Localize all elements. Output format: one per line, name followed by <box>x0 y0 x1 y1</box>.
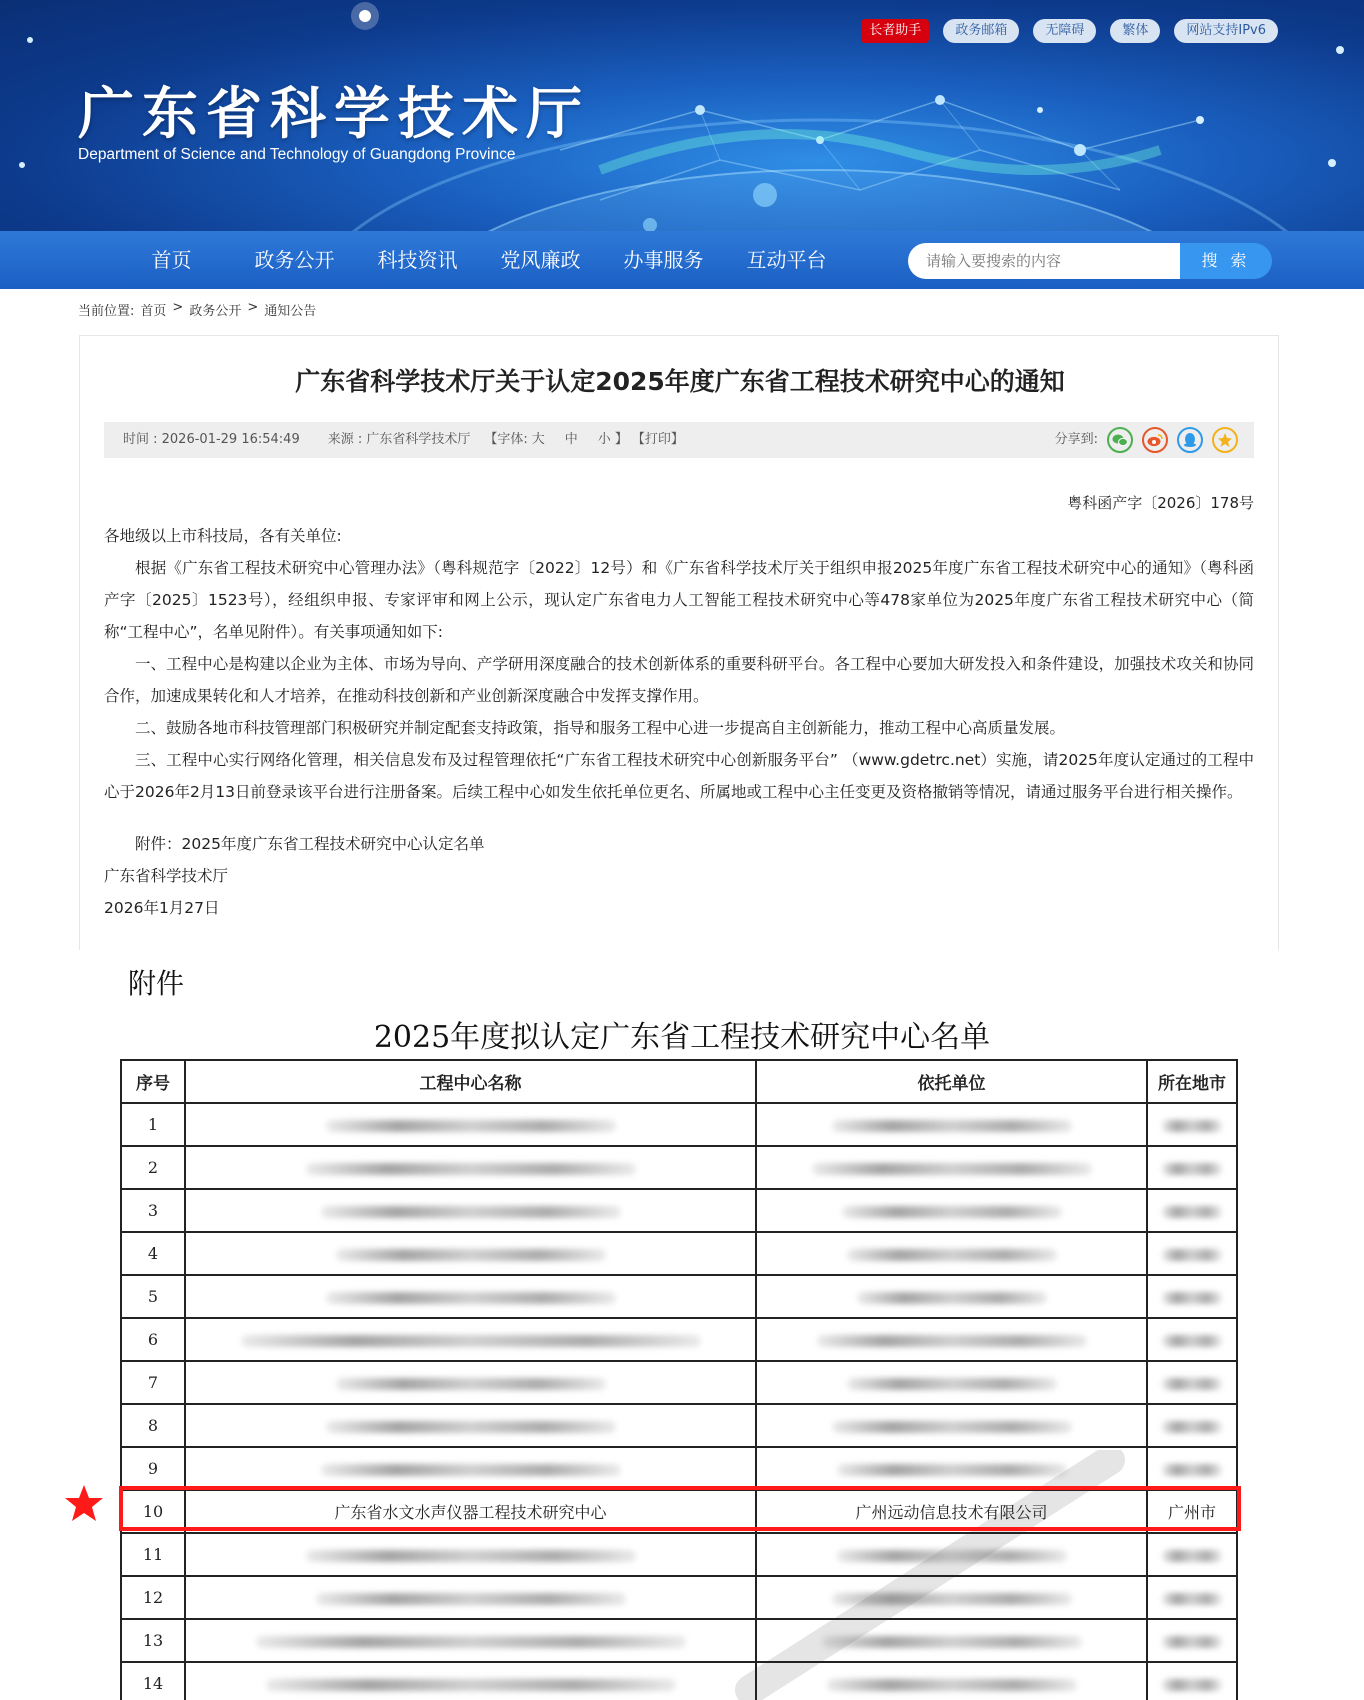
qzone-icon[interactable] <box>1212 427 1238 453</box>
star-marker-icon <box>64 1483 104 1523</box>
table-row <box>121 1232 1237 1275</box>
highlight-box <box>119 1486 1241 1531</box>
share-label: 分享到: <box>1054 432 1098 447</box>
body-paragraph: 二、鼓励各地市科技管理部门积极研究并制定配套支持政策，指导和服务工程中心进一步提高自主创新能力，推动工程中心高质量发展。 <box>135 719 1066 737</box>
host-unit-cell: 广州远动信息技术有限公司 <box>756 1490 1147 1533</box>
weibo-icon[interactable] <box>1142 427 1168 453</box>
redacted-text <box>1162 1464 1222 1476</box>
redacted-text <box>832 1593 1072 1605</box>
sign-date: 2026年1月27日 <box>104 899 220 917</box>
document-number: 粤科函产字〔2026〕178号 <box>1067 494 1254 512</box>
breadcrumb-government-affairs[interactable]: 政务公开 <box>189 304 242 319</box>
redacted-text <box>827 1679 1077 1691</box>
redacted-text <box>812 1163 1092 1175</box>
row-number: 8 <box>121 1404 185 1447</box>
attachment-title: 2025年度拟认定广东省工程技术研究中心名单 <box>373 1020 991 1055</box>
host-unit-cell <box>756 1533 1147 1576</box>
redacted-text <box>837 1464 1067 1476</box>
attachment-label: 附件 <box>128 967 185 1000</box>
center-name-cell: 广东省水文水声仪器工程技术研究中心 <box>185 1490 756 1533</box>
center-name-cell <box>185 1533 756 1576</box>
main-nav <box>0 231 1364 289</box>
body-paragraph: 一、工程中心是构建以企业为主体、市场为导向、产学研用深度融合的技术创新体系的重要科研平台。各工程中心要加大研发投入和条件建设，加强技术攻关和协同合作，加速成果转化和人才培养，在推动科技创新和产业创新深度融合中发挥支撑作用。 <box>104 655 1254 705</box>
table-row <box>121 1275 1237 1318</box>
row-number: 10 <box>121 1490 185 1533</box>
table-row <box>121 1576 1237 1619</box>
host-unit-cell <box>756 1361 1147 1404</box>
signer: 广东省科学技术厅 <box>104 867 229 885</box>
print-button[interactable]: 【打印】 <box>631 432 684 447</box>
accessibility-link[interactable]: 无障碍 <box>1033 19 1096 43</box>
table-row <box>121 1662 1237 1700</box>
breadcrumb-notices[interactable]: 通知公告 <box>264 304 317 319</box>
city-cell <box>1147 1533 1237 1576</box>
host-unit-cell <box>756 1447 1147 1490</box>
city-cell <box>1147 1275 1237 1318</box>
host-unit-cell <box>756 1146 1147 1189</box>
center-name-cell <box>185 1275 756 1318</box>
redacted-text <box>832 1421 1072 1433</box>
publish-time: 时间 : 2026-01-29 16:54:49 <box>123 432 300 447</box>
row-number: 14 <box>121 1662 185 1700</box>
column-header-host-unit: 依托单位 <box>756 1060 1147 1103</box>
city-cell <box>1147 1361 1237 1404</box>
meta-info <box>123 422 684 458</box>
redacted-text <box>1162 1679 1222 1691</box>
city-cell <box>1147 1447 1237 1490</box>
breadcrumb-home[interactable]: 首页 <box>140 304 167 319</box>
table-row <box>121 1146 1237 1189</box>
site-header <box>0 0 1364 231</box>
center-list-table <box>120 1059 1238 1700</box>
redacted-text <box>321 1206 621 1218</box>
center-name-cell <box>185 1404 756 1447</box>
table-row <box>121 1533 1237 1576</box>
host-unit-cell <box>756 1404 1147 1447</box>
host-unit-cell <box>756 1232 1147 1275</box>
elder-assistant-link[interactable]: 长者助手 <box>861 19 929 43</box>
host-unit-cell <box>756 1103 1147 1146</box>
redacted-text <box>321 1464 621 1476</box>
redacted-text <box>817 1335 1087 1347</box>
redacted-text <box>847 1378 1057 1390</box>
salutation: 各地级以上市科技局，各有关单位: <box>104 527 342 545</box>
search-button[interactable]: 搜 索 <box>1180 243 1272 279</box>
center-name-cell <box>185 1619 756 1662</box>
nav-item-party-integrity[interactable]: 党风廉政 <box>500 248 581 272</box>
share-bar <box>1055 422 1238 458</box>
row-number: 12 <box>121 1576 185 1619</box>
top-links <box>861 19 1278 43</box>
table-row <box>121 1361 1237 1404</box>
site-title: 广东省科学技术厅 <box>78 82 590 147</box>
column-header-no: 序号 <box>121 1060 185 1103</box>
nav-item-government-affairs[interactable]: 政务公开 <box>254 248 335 272</box>
host-unit-cell <box>756 1619 1147 1662</box>
city-cell <box>1147 1189 1237 1232</box>
redacted-text <box>336 1378 606 1390</box>
font-size-small-button[interactable]: 小 <box>597 432 611 447</box>
center-name-cell <box>185 1189 756 1232</box>
breadcrumb-prefix: 当前位置: <box>78 304 135 319</box>
host-unit-cell <box>756 1189 1147 1232</box>
table-row <box>121 1447 1237 1490</box>
site-subtitle: Department of Science and Technology of Guangdong Province <box>78 146 516 163</box>
redacted-text <box>832 1120 1072 1132</box>
wechat-icon[interactable] <box>1107 427 1133 453</box>
table-row <box>121 1103 1237 1146</box>
redacted-text <box>326 1292 616 1304</box>
redacted-text <box>1162 1421 1222 1433</box>
table-header-row <box>121 1060 1237 1103</box>
nav-item-home[interactable]: 首页 <box>151 248 192 272</box>
city-cell <box>1147 1619 1237 1662</box>
article-body <box>104 520 1254 924</box>
city-cell <box>1147 1576 1237 1619</box>
breadcrumb-separator: > <box>172 300 184 315</box>
redacted-text <box>306 1163 636 1175</box>
table-row <box>121 1318 1237 1361</box>
article-meta-bar <box>104 422 1254 458</box>
gov-mailbox-link[interactable]: 政务邮箱 <box>943 19 1019 43</box>
search-input[interactable] <box>908 243 1180 279</box>
city-cell <box>1147 1146 1237 1189</box>
row-number: 3 <box>121 1189 185 1232</box>
traditional-chinese-link[interactable]: 繁体 <box>1110 19 1160 43</box>
redacted-text <box>837 1550 1067 1562</box>
column-header-city: 所在地市 <box>1147 1060 1237 1103</box>
redacted-text <box>256 1636 686 1648</box>
table-row <box>121 1619 1237 1662</box>
redacted-text <box>241 1335 701 1347</box>
center-name-cell <box>185 1361 756 1404</box>
attachment-link[interactable]: 附件：2025年度广东省工程技术研究中心认定名单 <box>135 835 485 853</box>
row-number: 5 <box>121 1275 185 1318</box>
font-size-large-button[interactable]: 大 <box>531 432 545 447</box>
font-size-medium-button[interactable]: 中 <box>564 432 578 447</box>
host-unit-cell <box>756 1318 1147 1361</box>
redacted-text <box>326 1421 616 1433</box>
row-number: 2 <box>121 1146 185 1189</box>
table-body <box>121 1103 1237 1700</box>
city-cell: 广州市 <box>1147 1490 1237 1533</box>
host-unit-cell <box>756 1275 1147 1318</box>
font-size-label: 【字体: <box>484 432 528 447</box>
redacted-text <box>1162 1249 1222 1261</box>
center-name-cell <box>185 1103 756 1146</box>
nav-item-services[interactable]: 办事服务 <box>623 248 704 272</box>
row-number: 7 <box>121 1361 185 1404</box>
redacted-text <box>847 1249 1057 1261</box>
article-title: 广东省科学技术厅关于认定2025年度广东省工程技术研究中心的通知 <box>295 367 1065 396</box>
table-row <box>121 1189 1237 1232</box>
attachment-document <box>0 950 1364 1700</box>
host-unit-cell <box>756 1576 1147 1619</box>
center-name-cell <box>185 1146 756 1189</box>
redacted-text <box>326 1120 616 1132</box>
row-number: 6 <box>121 1318 185 1361</box>
city-cell <box>1147 1404 1237 1447</box>
breadcrumb-separator: > <box>247 300 259 315</box>
redacted-text <box>1162 1163 1222 1175</box>
row-number: 9 <box>121 1447 185 1490</box>
redacted-text <box>306 1550 636 1562</box>
redacted-text <box>336 1249 606 1261</box>
center-name-cell <box>185 1232 756 1275</box>
redacted-text <box>857 1292 1047 1304</box>
redacted-text <box>316 1593 626 1605</box>
city-cell <box>1147 1662 1237 1700</box>
font-size-close: 】 <box>614 432 628 447</box>
center-name-cell <box>185 1576 756 1619</box>
row-number: 11 <box>121 1533 185 1576</box>
nav-item-interaction[interactable]: 互动平台 <box>746 248 827 272</box>
row-number: 1 <box>121 1103 185 1146</box>
center-name-cell <box>185 1318 756 1361</box>
article <box>79 335 1279 950</box>
redacted-text <box>266 1679 676 1691</box>
city-cell <box>1147 1103 1237 1146</box>
body-paragraph: 三、工程中心实行网络化管理，相关信息发布及过程管理依托“广东省工程技术研究中心创新服务平台” （www.gdetrc.net）实施，请2025年度认定通过的工程中心于2026年2月13日前登录该平台进行注册备案。后续工程中心如发生依托单位更名、所属地或工程中心主任变更及资格撤销等情况，请通过服务平台进行相关操作。 <box>104 751 1254 801</box>
center-name-cell <box>185 1662 756 1700</box>
nav-item-science-news[interactable]: 科技资讯 <box>377 248 458 272</box>
row-number: 4 <box>121 1232 185 1275</box>
redacted-text <box>1162 1636 1222 1648</box>
redacted-text <box>822 1636 1082 1648</box>
row-number: 13 <box>121 1619 185 1662</box>
ipv6-support-link[interactable]: 网站支持IPv6 <box>1174 19 1278 43</box>
redacted-text <box>842 1206 1062 1218</box>
redacted-text <box>1162 1335 1222 1347</box>
redacted-text <box>1162 1593 1222 1605</box>
redacted-text <box>1162 1206 1222 1218</box>
redacted-text <box>1162 1378 1222 1390</box>
body-paragraph: 根据《广东省工程技术研究中心管理办法》（粤科规范字〔2022〕12号）和《广东省科学技术厅关于组织申报2025年度广东省工程技术研究中心的通知》（粤科函产字〔2025〕1523号），经组织申报、专家评审和网上公示，现认定广东省电力人工智能工程技术研究中心等478家单位为2025年度广东省工程技术研究中心（简称“工程中心”，名单见附件）。有关事项通知如下: <box>104 559 1254 641</box>
host-unit-cell <box>756 1662 1147 1700</box>
redacted-text <box>1162 1120 1222 1132</box>
city-cell <box>1147 1232 1237 1275</box>
center-name-cell <box>185 1447 756 1490</box>
column-header-center-name: 工程中心名称 <box>185 1060 756 1103</box>
redacted-text <box>1162 1550 1222 1562</box>
breadcrumb <box>78 300 316 319</box>
nav-items <box>110 231 848 289</box>
city-cell <box>1147 1318 1237 1361</box>
redacted-text <box>1162 1292 1222 1304</box>
qq-icon[interactable] <box>1177 427 1203 453</box>
table-row <box>121 1404 1237 1447</box>
source: 来源 : 广东省科学技术厅 <box>327 432 471 447</box>
